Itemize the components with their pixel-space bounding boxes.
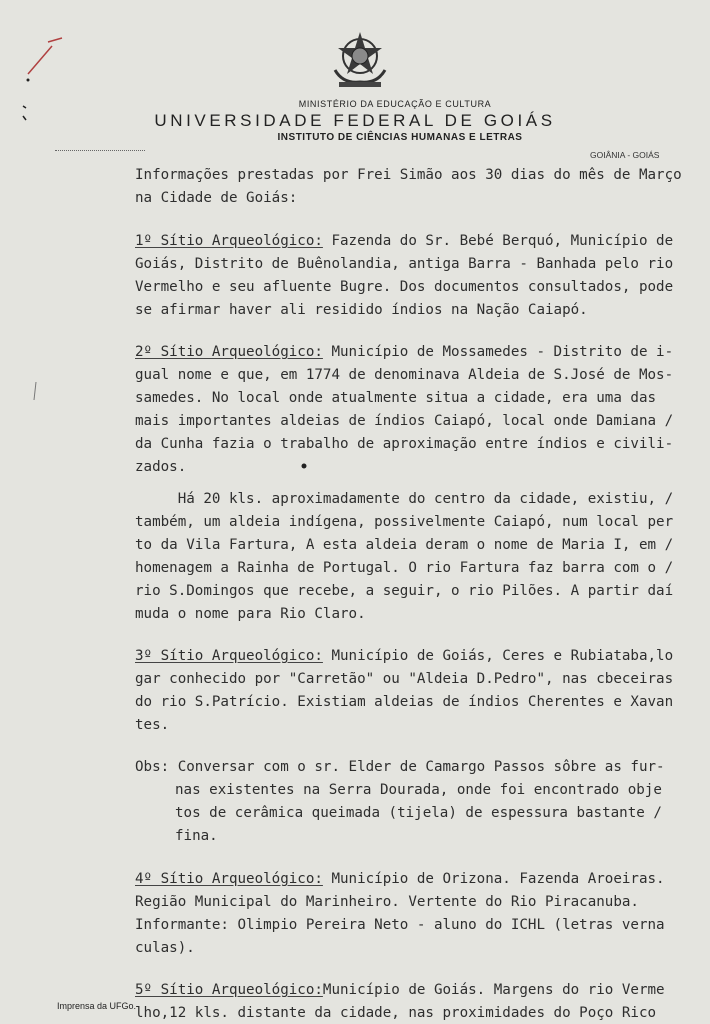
site-3-heading: 3º Sítio Arqueológico: [135,648,323,664]
ministry-line: MINISTÉRIO DA EDUCAÇÃO E CULTURA [298,99,492,109]
ink-tick [20,104,30,124]
site-3-first-line [135,647,673,665]
site-2-heading: 2º Sítio Arqueológico: [135,344,323,360]
site-1-line: Fazenda do Sr. Bebé Berquó, Município de [322,233,674,249]
pencil-mark [30,380,42,404]
site-1-line: Vermelho e seu afluente Bugre. Dos documentos consultados, pode [135,279,674,295]
obs-line: tos de cerâmica queimada (tijela) de espessura bastante / [175,805,662,821]
site-1-line: Goiás, Distrito de Buênolandia, antiga Barra - Banhada pelo rio [135,256,674,272]
intro-line: na Cidade de Goiás: [135,190,298,206]
obs-first-line [135,758,665,776]
ink-scribble [22,32,72,82]
site-1-heading: 1º Sítio Arqueológico: [135,233,323,249]
site-1-line: se afirmar haver ali residido índios na Nação Caiapó. [135,302,588,318]
site-3-line: Município de Goiás, Ceres e Rubiataba,lo [322,648,674,664]
site-2-line: rio S.Domingos que recebe, a seguir, o rio Pilões. A partir daí [135,583,674,599]
site-4-line: culas). [135,940,195,956]
ink-dot [300,462,308,470]
obs-label: Obs: [135,759,170,775]
site-5-heading: 5º Sítio Arqueológico: [135,982,323,998]
university-name: UNIVERSIDADE FEDERAL DE GOIÁS [154,111,556,130]
obs-line: Conversar com o sr. Elder de Camargo Passos sôbre as fur- [169,759,665,775]
site-4-first-line [135,870,665,888]
obs-line: fina. [175,828,218,844]
printer-imprint: Imprensa da UFGo. [57,1001,137,1011]
intro-line: Informações prestadas por Frei Simão aos 30 dias do mês de Março [135,167,682,183]
obs-line: nas existentes na Serra Dourada, onde foi encontrado obje [175,782,662,798]
institute-name: INSTITUTO DE CIÊNCIAS HUMANAS E LETRAS [277,132,523,143]
site-2-line: Há 20 kls. aproximadamente do centro da cidade, existiu, / [135,491,674,507]
site-3-line: gar conhecido por "Carretão" ou "Aldeia D.Pedro", nas cbeceiras [135,671,674,687]
site-2-line: da Cunha fazia o trabalho de aproximação entre índios e civili- [135,436,674,452]
site-4-line: Informante: Olimpio Pereira Neto - aluno do ICHL (letras verna [135,917,665,933]
site-2-line: muda o nome para Rio Claro. [135,606,366,622]
site-3-line: tes. [135,717,170,733]
site-1-first-line [135,232,673,250]
site-2-line: zados. [135,459,187,475]
site-2-line: Município de Mossamedes - Distrito de i- [322,344,674,360]
site-2-line: gual nome e que, em 1774 de denominava Aldeia de S.José de Mos- [135,367,674,383]
site-4-line: Região Municipal do Marinheiro. Vertente do Rio Piracanuba. [135,894,639,910]
site-2-line: homenagem a Rainha de Portugal. O rio Fartura faz barra com o / [135,560,674,576]
site-2-line: to da Vila Fartura, A esta aldeia deram o nome de Maria I, em / [135,537,674,553]
site-4-line: Município de Orizona. Fazenda Aroeiras. [322,871,665,887]
site-2-line: samedes. No local onde atualmente situa a cidade, era uma das [135,390,657,406]
site-5-line: lho,12 kls. distante da cidade, nas proximidades do Poço Rico [135,1005,657,1021]
site-2-line: mais importantes aldeias de índios Caiapó, local onde Damiana / [135,413,674,429]
site-3-line: do rio S.Patrício. Existiam aldeias de índios Cherentes e Xavan [135,694,674,710]
site-2-first-line [135,343,673,361]
dotted-rule [55,150,145,151]
site-4-heading: 4º Sítio Arqueológico: [135,871,323,887]
site-5-line: Município de Goiás. Margens do rio Verme [322,982,665,998]
site-2-line: também, um aldeia indígena, possivelmente Caiapó, num local per [135,514,674,530]
coat-of-arms-icon [329,26,391,90]
city-label: GOIÂNIA - GOIÁS [590,150,660,160]
site-5-first-line [135,981,665,999]
